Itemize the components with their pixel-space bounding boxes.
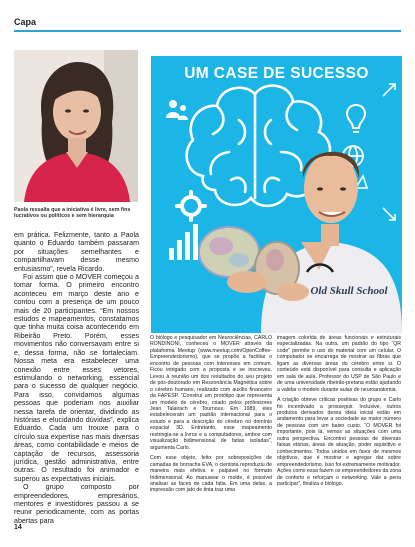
section-label: Capa [14, 17, 37, 27]
gear-icon [177, 192, 205, 220]
feature-panel [151, 56, 402, 333]
left-paragraph: O grupo composto por empreendedores, empresários, mentores e investidores passou a se reunir periodicamente, com as portas abertas para [14, 483, 139, 525]
left-column [14, 231, 139, 525]
case-paragraph: Com esse objeto, feito por sobreposições de camadas de borracha EVA, o cientista reproduziu de maneira mais efetiva e palpável no formato tridimensional. Ao manusear o molde, é possível analisar as faces de cada fatia. Em uma delas, a impressão com jato de tinta traz uma [150, 455, 272, 494]
feature-illustration [151, 56, 402, 333]
case-paragraph: A criação obteve críticas positivas do grupo e Carlo foi incentivado a prosseguir. Inclusive, outros produtos derivados dessa ideia inicial estão em andamento para levar a sociedade ao maior número de pessoas com um baixo custo. “O MOVER foi importante, pois lá, vemos as situações com uma outra perspectiva. Encontrei pessoas de diversas faixas etárias, áreas de atuação, poder aquisitivo e conhecimentos. Todos unidos em favor de mesmos objetivos, que é mostrar e agregar dar sobre empreendedorismo. Isso foi extremamente motivador. Ações como essa fazem os empreendedores da zona de conforto e reforçam o networking. Vale a pena participar”, finaliza o biólogo. [277, 397, 401, 487]
portrait-photo [14, 50, 138, 202]
photo-caption: Paola ressalta que a iniciativa é livre, sem fins lucrativos ou políticos e sem hierarquia [14, 207, 131, 220]
people-icon [166, 100, 188, 120]
left-paragraph: em prática. Felizmente, tanto a Paola quanto o Eduardo também passaram por situações semelhantes e compartilhavam desse mesmo entusiasmo”, revela Ricardo. [14, 231, 139, 273]
case-paragraph: imagem colorida de áreas funcionais e estruturais especializadas. Na outra, um padrão do tipo “QR code” permite o uso do material com um celular. O computador se encarrega de mostrar as fibras que ligam as diversas áreas do cérebro entre si. O conteúdo está disponível para consulta e aplicação em sala de aula. Professor do USP de São Paulo e de uma universidade ribeirão-pretana estão ajudando a validar o modelo durante aulas de neuroanatomia. [277, 335, 401, 393]
feature-title: UM CASE DE SUCESSO [184, 65, 369, 82]
lightbulb-icon [347, 105, 365, 132]
arrows-icon [383, 84, 395, 220]
shirt-print: Old Skull School [310, 285, 388, 297]
case-column-a [150, 335, 272, 494]
header-rule [14, 30, 401, 32]
case-paragraph: O biólogo e pesquisador em Neurociências, CARLO RONDINONI, conheceu o MOVER através da plataforma Meetup (www.meetup.com/OpenCoffee-Empreendedorismo), que se propõe a facilitar o encontro de pessoas com interesses em comum. Ficou intrigado com a proposta e se inscreveu. Levou à reunião um dos resultados do seu projeto de pós-doutorado em Ressonância Magnética sobre o cérebro humano, realizado com auxílio financeiro da FAPESP. “Construí um protótipo que representa um modelo de cérebro, criado pelos professores Jean Talairach e Tournoux. Em 1989, eles estabeleceram um padrão internacional para o estudo e para a descrição do cérebro no domínio espacial 3D. Entretanto, esse mapeamento restringia-se a livros e a computadores, ambos com visualização bidimensional de fatias isoladas”, argumenta Carlo. [150, 335, 272, 451]
bar-chart-icon [169, 224, 198, 260]
left-paragraph: Foi assim que o MOVER começou a tomar forma. O primeiro encontro aconteceu em março deste ano e contou com a presença de um pouco mais de 20 participantes. “Em nossos estudos e mapeamentos, constatamos que tinha muita coisa acontecendo em Ribeirão Preto. Porém, esses movimentos não conversavam entre si e, dessa forma, não se fortaleciam. Nossa meta era estabelecer uma conexão entre esses vetores, estimulando o networking, essencial para o sucesso de qualquer negócio. Para isso, convidamos algumas pessoas que poderiam nos auxiliar nessa tarefa de orientar, dividindo as histórias e elucidando dúvidas”, explica Eduardo. Cada um trouxe para o círculo sua expertise nas mais diversas áreas, como contabilidade e meios de captação de recursos, assessoria jurídica, gestão administrativa, entre outras. O resultado foi animador e superou as expectativas iniciais. [14, 273, 139, 483]
woman-portrait-illustration [14, 50, 138, 202]
case-column-b [277, 335, 401, 487]
page-number: 14 [14, 524, 22, 531]
